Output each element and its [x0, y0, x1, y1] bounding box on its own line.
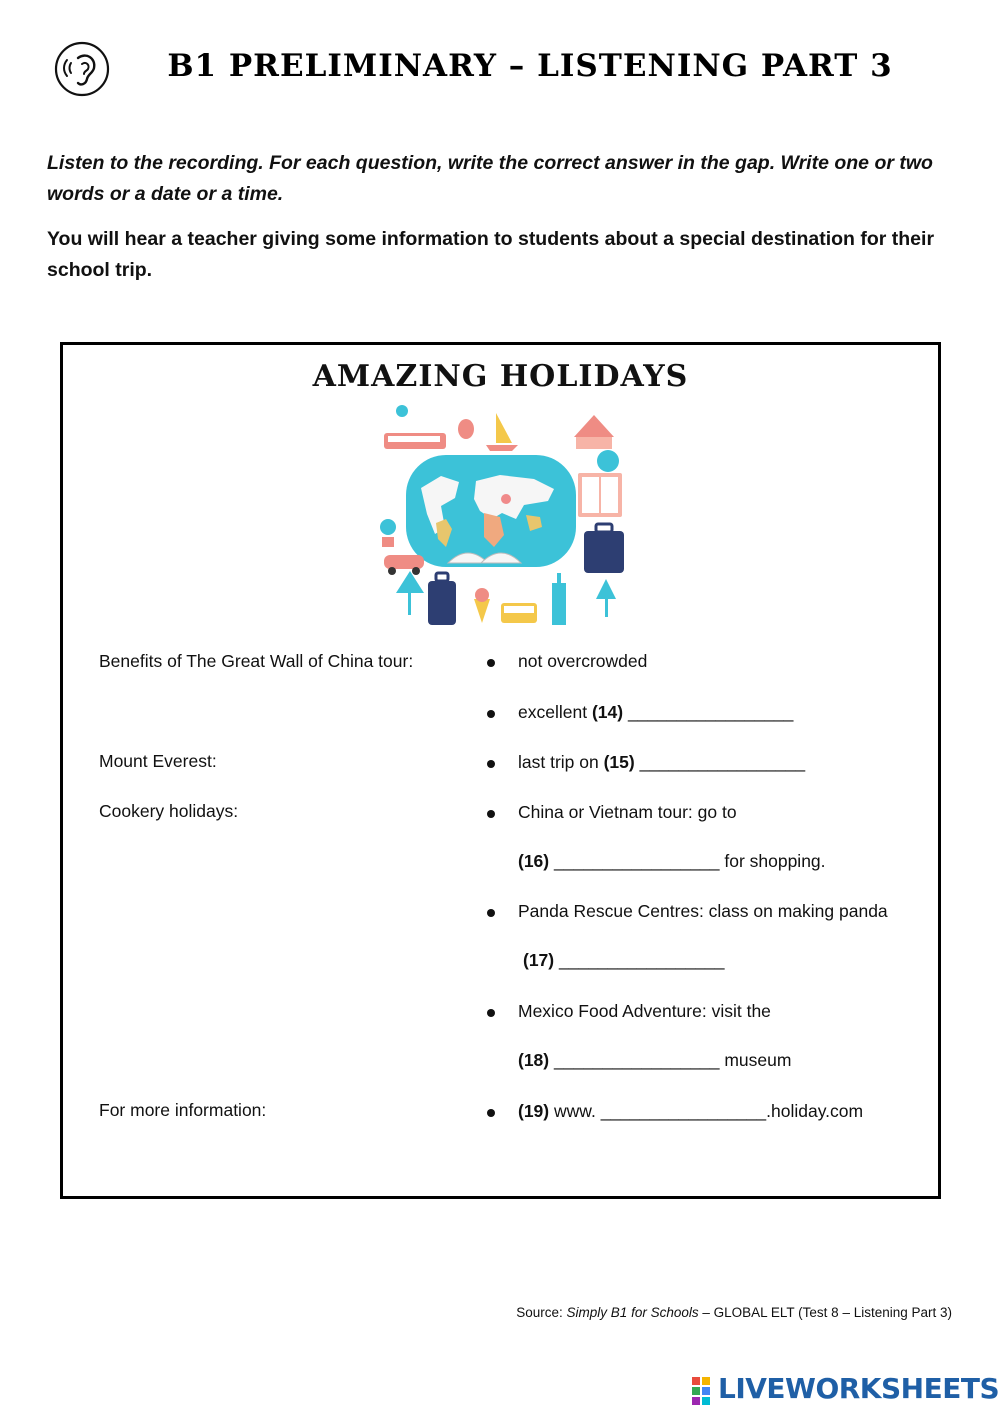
context-text: You will hear a teacher giving some information to students about a special destination for their school trip.	[47, 228, 935, 281]
cookery-item-1: China or Vietnam tour: go to	[518, 802, 737, 822]
liveworksheets-logo-text[interactable]: LIVEWORKSHEETS	[718, 1372, 1000, 1405]
bullet-dot	[487, 760, 495, 768]
q18-answer-gap[interactable]: _________________	[554, 1050, 720, 1070]
bullet-dot	[487, 1009, 495, 1017]
q19-prefix: www.	[554, 1101, 596, 1121]
q17-answer-gap[interactable]: _________________	[559, 950, 725, 970]
question-17-line	[523, 950, 724, 971]
q14-number: (14)	[591, 702, 624, 722]
q16-number: (16)	[518, 851, 550, 871]
bullet-dot	[487, 1109, 495, 1117]
amazing-holidays-box	[60, 342, 941, 1199]
q16-suffix: for shopping.	[724, 851, 826, 871]
question-18-line	[518, 1050, 791, 1071]
q15-prefix: last trip on	[518, 752, 599, 772]
q19-suffix: .holiday.com	[766, 1101, 864, 1121]
bullet-dot	[487, 659, 495, 667]
q14-prefix: excellent	[518, 702, 588, 722]
everest-label: Mount Everest:	[99, 751, 217, 771]
q15-number: (15)	[603, 752, 635, 772]
q17-number: (17)	[523, 950, 555, 970]
world-map-travel-illustration	[376, 403, 626, 633]
bullet-dot	[487, 710, 495, 718]
q18-suffix: museum	[724, 1050, 792, 1070]
great-wall-item-1: not overcrowded	[518, 651, 648, 671]
more-info-label: For more information:	[99, 1100, 267, 1120]
q14-answer-gap[interactable]: _________________	[627, 702, 794, 722]
cookery-item-2: Panda Rescue Centres: class on making panda	[518, 901, 888, 921]
cookery-item-3: Mexico Food Adventure: visit the	[518, 1001, 771, 1021]
bullet-dot	[487, 810, 495, 818]
question-16-line	[518, 851, 826, 872]
q16-answer-gap[interactable]: _________________	[554, 851, 720, 871]
q19-number: (19)	[518, 1101, 550, 1121]
page-title: B1 PRELIMINARY – LISTENING PART 3	[167, 48, 893, 84]
ear-listening-icon	[53, 40, 111, 98]
source-book-title: Simply B1 for Schools	[566, 1305, 699, 1320]
q15-answer-gap[interactable]: _________________	[639, 752, 806, 772]
q19-answer-gap[interactable]: _________________	[600, 1101, 767, 1121]
question-19-line	[518, 1101, 863, 1122]
box-title: AMAZING HOLIDAYS	[312, 359, 689, 394]
great-wall-label: Benefits of The Great Wall of China tour:	[99, 651, 414, 671]
source-suffix: – GLOBAL ELT (Test 8 – Listening Part 3)	[702, 1305, 952, 1320]
source-prefix: Source:	[516, 1305, 563, 1320]
q18-number: (18)	[518, 1050, 550, 1070]
source-credit	[516, 1305, 952, 1320]
bullet-dot	[487, 909, 495, 917]
question-15-line	[518, 752, 805, 773]
cookery-label: Cookery holidays:	[99, 801, 239, 821]
question-14-line	[518, 702, 793, 723]
instructions-text: Listen to the recording. For each question, write the correct answer in the gap. Write one or two words or a date or a time.	[47, 152, 933, 205]
